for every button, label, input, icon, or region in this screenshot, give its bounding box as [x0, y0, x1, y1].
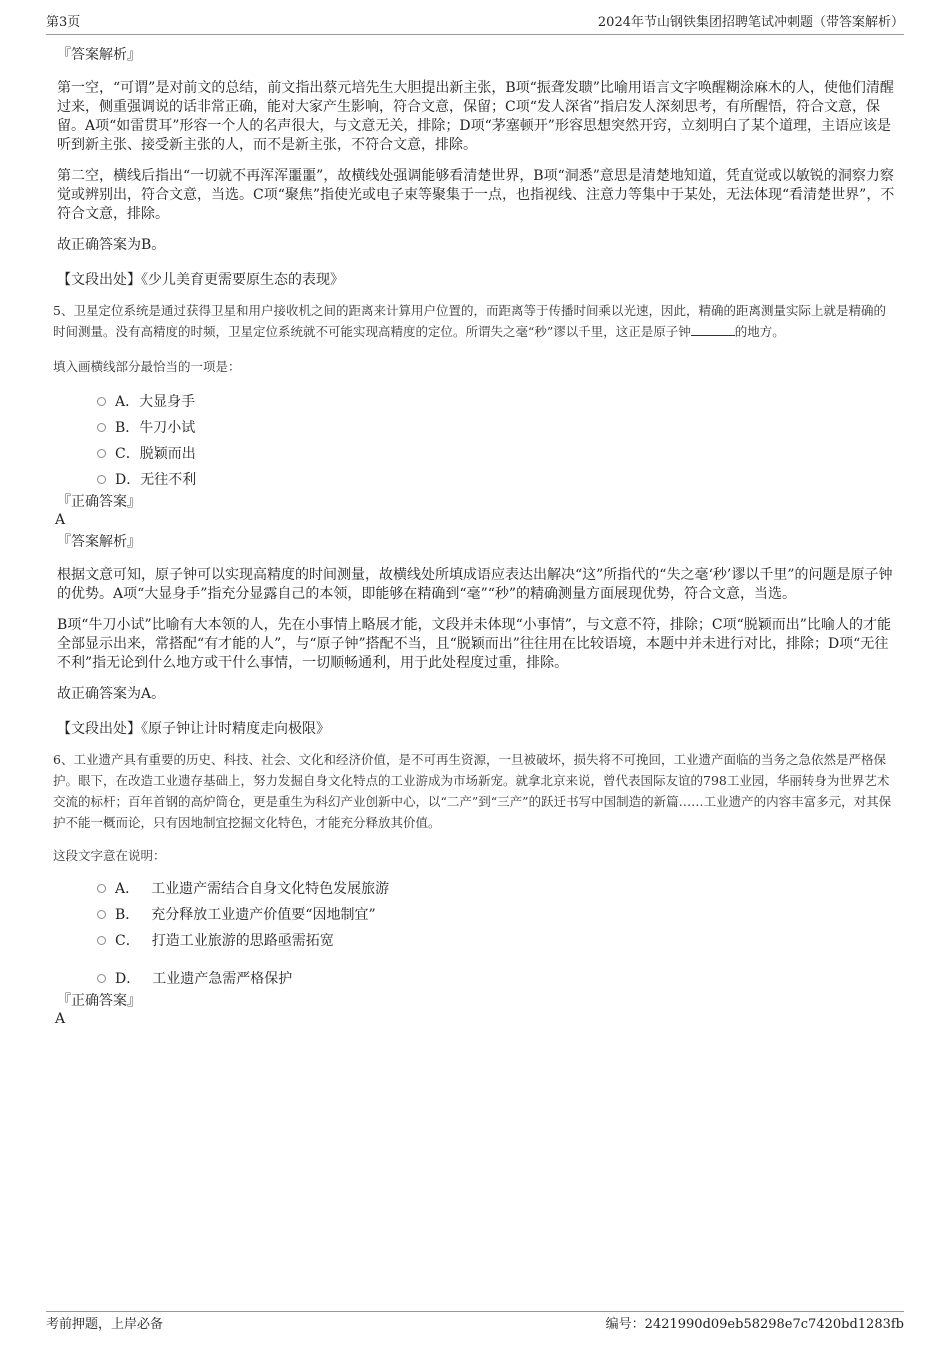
question-5-text-after: 的地方。 [734, 324, 785, 339]
option-letter: B． [115, 420, 140, 436]
option-letter: D． [115, 472, 141, 488]
option-letter: D． [115, 971, 141, 987]
option-text: 充分释放工业遗产价值要“因地制宜” [151, 907, 376, 923]
fill-blank [691, 323, 735, 336]
option-text: 工业遗产需结合自身文化特色发展旅游 [151, 881, 390, 897]
option-letter: A． [115, 881, 140, 897]
analysis-label: 『答案解析』 [57, 534, 141, 550]
question-6-text: 6、工业遗产具有重要的历史、科技、社会、文化和经济价值，是不可再生资源，一旦被破坏，损失将不可挽回，工业遗产面临的当务之急依然是严格保护。眼下，在改造工业遗存基础上，努力发掘自身文化特点的工业游成为市场新宠。就拿北京来说，曾代表国际友谊的798工业园，华丽转身为世界艺术交流的标杆；百年首钢的高炉筒仓，更是重生为科幻产业创新中心，以“二产”到“三产”的跃迁书写中国制造的新篇……工业遗产的内容丰富多元，对其保护不能一概而论，只有因地制宜挖掘文化特色，才能充分释放其价值。 [53, 752, 892, 830]
correct-answer-label: 『正确答案』 [57, 494, 141, 510]
document-title: 2024年节山钢铁集团招聘笔试冲刺题（带答案解析） [597, 15, 904, 30]
radio-button-icon[interactable] [97, 936, 106, 945]
page-footer [46, 1311, 904, 1336]
option-a[interactable] [57, 880, 897, 906]
radio-button-icon[interactable] [97, 884, 106, 893]
option-text: 牛刀小试 [139, 420, 196, 436]
option-letter: A． [115, 394, 140, 410]
analysis-paragraph: 第二空，横线后指出“一切就不再浑浑噩噩”，故横线处强调能够看清楚世界，B项“洞悉”意思是清楚地知道，凭直觉或以敏锐的洞察力察觉或辨别出，符合文意，当选。C项“聚焦”指使光或电子束等聚集于一点，也指视线、注意力等集中于某处，无法体现“看清楚世界”，不符合文意，排除。 [57, 168, 895, 222]
analysis-label: 『答案解析』 [57, 47, 141, 63]
option-text: 打造工业旅游的思路亟需拓宽 [151, 933, 334, 949]
radio-button-icon[interactable] [97, 449, 106, 458]
option-b[interactable] [57, 906, 897, 932]
page-number: 第3页 [46, 15, 81, 30]
question-5-text [53, 300, 897, 342]
question-5-options [57, 393, 897, 497]
option-c[interactable] [57, 445, 897, 471]
option-a[interactable] [57, 393, 897, 419]
correct-answer-value: A [55, 512, 66, 528]
question-5-text-before: 5、卫星定位系统是通过获得卫星和用户接收机之间的距离来计算用户位置的，而距离等于传播时间乘以光速，因此，精确的距离测量实际上就是精确的时间测量。没有高精度的时频，卫星定位系统就不可能实现高精度的定位。所谓失之毫“秒”谬以千里，这正是原子钟 [53, 303, 886, 339]
radio-button-icon[interactable] [97, 397, 106, 406]
option-text: 无往不利 [140, 472, 197, 488]
correct-answer-value: A [55, 1011, 66, 1027]
answer-conclusion: 故正确答案为B。 [57, 237, 166, 253]
answer-conclusion: 故正确答案为A。 [57, 686, 166, 702]
question-6-options [57, 880, 897, 996]
option-d[interactable] [57, 471, 897, 497]
option-text: 大显身手 [139, 394, 196, 410]
analysis-paragraph: B项“牛刀小试”比喻有大本领的人，先在小事情上略展才能，文段并未体现“小事情”，与文意不符，排除；C项“脱颖而出”比喻人的才能全部显示出来，常搭配“有才能的人”，与“原子钟”搭配不当，且“脱颖而出”往往用在比较语境，本题中并未进行对比，排除；D项“无往不利”指无论到什么地方或干什么事情，一切顺畅通利，用于此处程度过重，排除。 [57, 617, 891, 671]
document-code: 编号：2421990d09eb58298e7c7420bd1283fb [605, 1317, 904, 1332]
radio-button-icon[interactable] [97, 974, 106, 983]
footer-motto: 考前押题，上岸必备 [46, 1317, 164, 1332]
option-c[interactable] [57, 932, 897, 970]
option-text: 工业遗产急需严格保护 [152, 971, 293, 987]
option-letter: B． [115, 907, 140, 923]
correct-answer-label: 『正确答案』 [57, 993, 141, 1009]
question-5-prompt: 填入画横线部分最恰当的一项是： [53, 359, 241, 374]
option-d[interactable] [57, 970, 897, 996]
option-b[interactable] [57, 419, 897, 445]
option-letter: C． [115, 933, 140, 949]
page-content [53, 46, 897, 1028]
radio-button-icon[interactable] [97, 910, 106, 919]
source-citation: 【文段出处】《少儿美育更需要原生态的表现》 [57, 272, 344, 288]
page-header [46, 14, 904, 35]
analysis-paragraph: 根据文意可知，原子钟可以实现高精度的时间测量，故横线处所填成语应表达出解决“这”所指代的“失之毫‘秒’谬以千里”的问题是原子钟的优势。A项“大显身手”指充分显露自己的本领，即能够在精确到“毫”“秒”的精确测量方面展现优势，符合文意，当选。 [57, 567, 893, 602]
option-text: 脱颖而出 [139, 446, 196, 462]
radio-button-icon[interactable] [97, 423, 106, 432]
source-citation: 【文段出处】《原子钟让计时精度走向极限》 [57, 721, 330, 737]
question-6-prompt: 这段文字意在说明： [53, 848, 166, 863]
radio-button-icon[interactable] [97, 475, 106, 484]
option-letter: C． [115, 446, 140, 462]
analysis-paragraph: 第一空，“可谓”是对前文的总结，前文指出蔡元培先生大胆提出新主张，B项“振聋发聩”比喻用语言文字唤醒糊涂麻木的人，使他们清醒过来，侧重强调说的话非常正确，能对大家产生影响，符合文意，保留；C项“发人深省”指启发人深刻思考，有所醒悟，符合文意，保留。A项“如雷贯耳”形容一个人的名声很大，与文意无关，排除；D项“茅塞顿开”形容思想突然开窍，立刻明白了某个道理，主语应该是听到新主张、接受新主张的人，而不是新主张，不符合文意，排除。 [57, 80, 894, 153]
